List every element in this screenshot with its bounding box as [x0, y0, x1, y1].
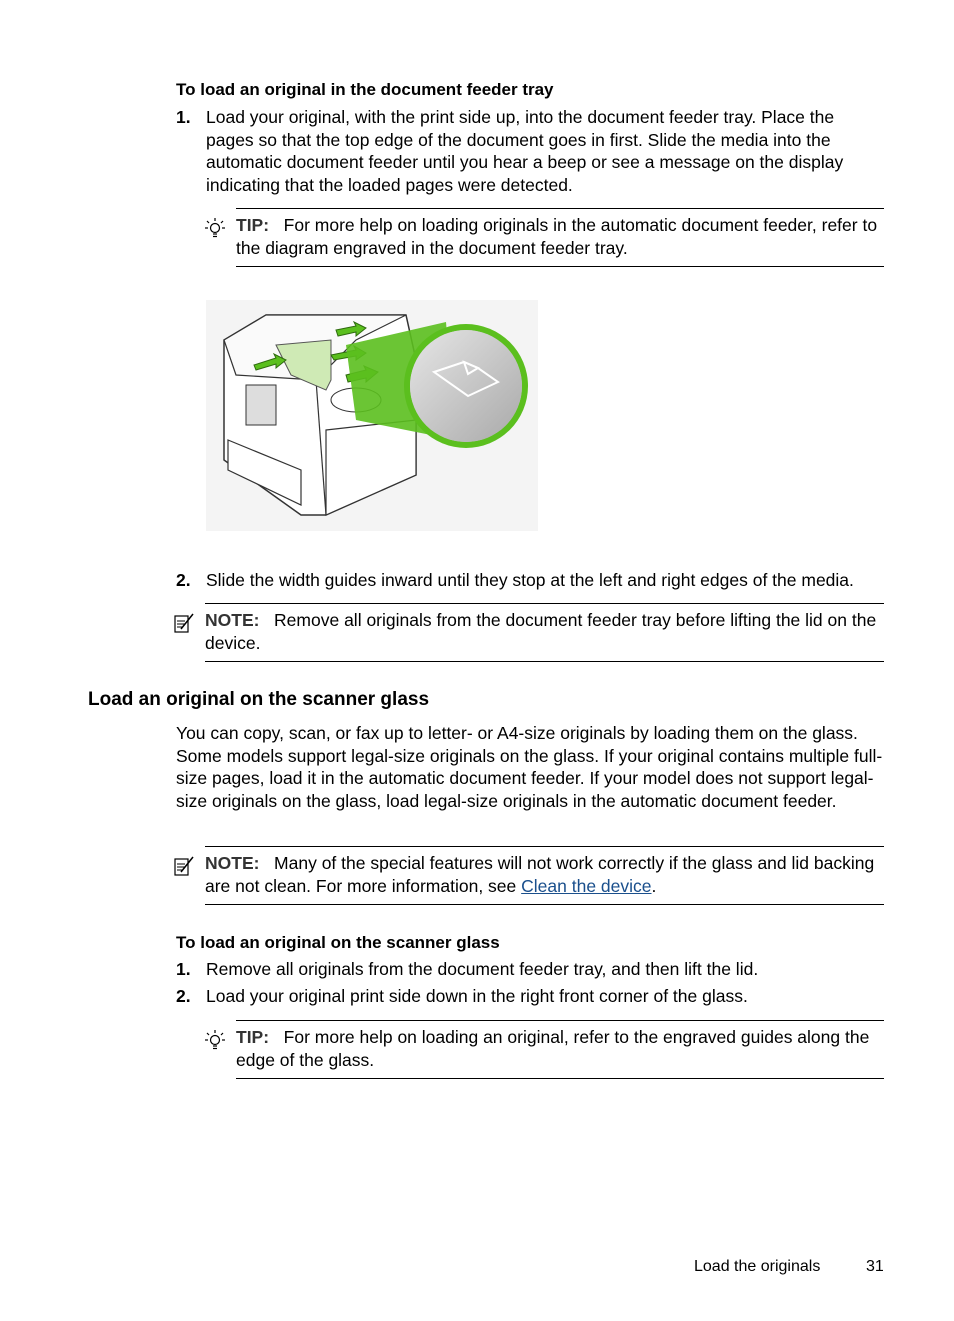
step-1-feeder	[176, 106, 886, 196]
note-content: Many of the special features will not work correctly if the glass and lid backing are not clean. For more information, see	[205, 853, 875, 896]
step-text: Slide the width guides inward until they stop at the left and right edges of the media.	[206, 570, 854, 590]
tip-label: TIP:	[236, 215, 270, 235]
step-number: 2.	[176, 570, 191, 590]
footer-section-title: Load the originals	[694, 1258, 821, 1275]
procedure-title-glass: To load an original on the scanner glass	[176, 933, 500, 952]
step-2-feeder	[176, 569, 896, 592]
step-text: Load your original, with the print side up, into the document feeder tray. Place the pages so that the top edge of the document goes in first. Slide the media into the automatic document feeder until you hear a beep or see a message on the display indicating that the loaded pages were detected.	[206, 107, 844, 195]
document-feeder-illustration	[206, 300, 538, 531]
step-number: 1.	[176, 107, 191, 127]
tip-text	[236, 1021, 884, 1077]
note-pencil-icon	[173, 855, 195, 877]
note-label: NOTE:	[205, 853, 260, 873]
lightbulb-icon	[204, 217, 226, 239]
note-text	[205, 847, 884, 903]
note-callout-glass	[205, 846, 884, 905]
step-number: 1.	[176, 959, 191, 979]
lightbulb-icon	[204, 1029, 226, 1051]
note-content: Remove all originals from the document feeder tray before lifting the lid on the device.	[205, 610, 877, 653]
note-label: NOTE:	[205, 610, 260, 630]
page-number: 31	[866, 1258, 884, 1275]
tip-text	[236, 209, 884, 265]
tip-content: For more help on loading an original, refer to the engraved guides along the edge of the glass.	[236, 1027, 870, 1070]
note-pencil-icon	[173, 612, 195, 634]
step-text: Remove all originals from the document feeder tray, and then lift the lid.	[206, 959, 759, 979]
step-1-glass	[176, 958, 886, 981]
clean-device-link[interactable]: Clean the device	[521, 875, 652, 896]
tip-label: TIP:	[236, 1027, 270, 1047]
step-2-glass	[176, 985, 886, 1008]
step-text: Load your original print side down in the right front corner of the glass.	[206, 986, 748, 1006]
note-callout-feeder	[205, 603, 884, 662]
tip-callout-feeder	[236, 208, 884, 267]
note-text	[205, 604, 884, 660]
section-heading-scanner-glass: Load an original on the scanner glass	[88, 689, 430, 710]
note-period: .	[651, 875, 657, 896]
tip-content: For more help on loading originals in the automatic document feeder, refer to the diagram engraved in the document feeder tray.	[236, 215, 878, 258]
procedure-title-feeder: To load an original in the document feeder tray	[176, 80, 554, 99]
printer-diagram	[206, 300, 538, 531]
scanner-glass-paragraph: You can copy, scan, or fax up to letter- or A4-size originals by loading them on the glass. Some models support legal-size originals on the glass. If your original contains multiple full-size pages, load it in the automatic document feeder. If your model does not support legal-size originals on the glass, load legal-size originals in the automatic document feeder.	[176, 723, 883, 811]
tip-callout-glass	[236, 1020, 884, 1079]
step-number: 2.	[176, 986, 191, 1006]
